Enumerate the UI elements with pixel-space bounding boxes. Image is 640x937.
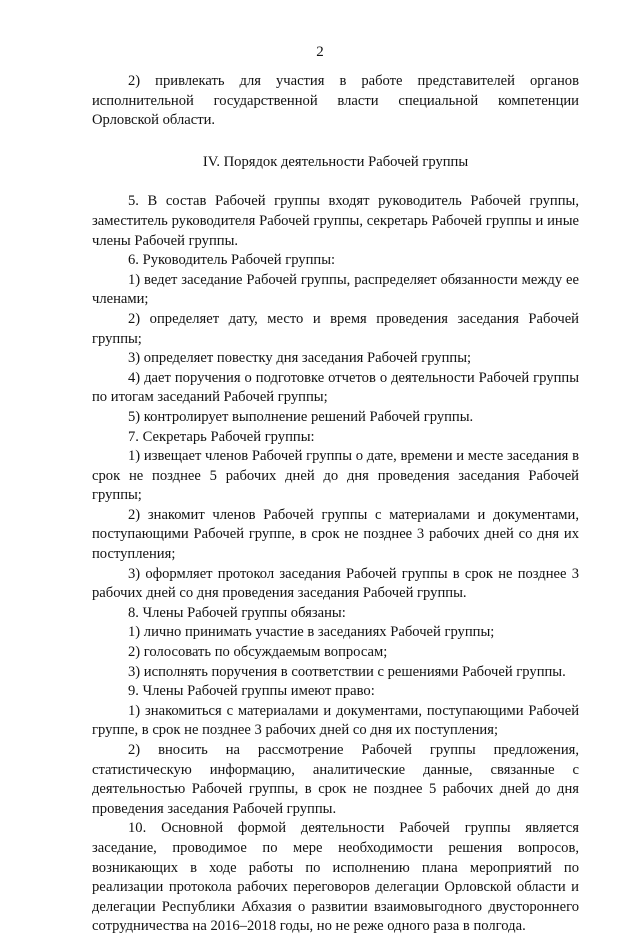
- paragraph: 5) контролирует выполнение решений Рабочей группы.: [128, 408, 474, 425]
- paragraph: 3) оформляет протокол заседания Рабочей группы в срок не позднее 3 рабочих дней со дня проведения заседания Рабочей группы.: [92, 565, 579, 602]
- paragraph: 9. Члены Рабочей группы имеют право:: [128, 683, 375, 700]
- paragraph: 1) лично принимать участие в заседаниях Рабочей группы;: [128, 624, 495, 641]
- paragraph: 3) определяет повестку дня заседания Рабочей группы;: [128, 350, 472, 367]
- paragraph: 2) определяет дату, место и время проведения заседания Рабочей группы;: [92, 310, 579, 347]
- paragraph: 8. Члены Рабочей группы обязаны:: [128, 604, 346, 621]
- paragraph: 10. Основной формой деятельности Рабочей группы является заседание, проводимое по мере необходимости решения вопросов, возникающих в ходе работы по исполнению плана мероприятий по реализации протокола рабочих переговоров делегации Орловской области и делегации Республики Абхазия о развитии взаимовыгодного двустороннего сотрудничества на 2016–2018 годы, но не реже одного раза в полгода.: [92, 820, 579, 935]
- paragraph: 2) вносить на рассмотрение Рабочей группы предложения, статистическую информацию, аналитические данные, связанные с деятельностью Рабочей группы, в срок не позднее 5 рабочих дней до дня проведения заседания Рабочей группы.: [92, 742, 579, 817]
- paragraph-list: [92, 192, 579, 937]
- paragraph: 3) исполнять поручения в соответствии с решениями Рабочей группы.: [128, 663, 566, 680]
- paragraph: 2) голосовать по обсуждаемым вопросам;: [128, 644, 388, 661]
- paragraph: 5. В состав Рабочей группы входят руководитель Рабочей группы, заместитель руководителя Рабочей группы, секретарь Рабочей группы и иные члены Рабочей группы.: [92, 193, 579, 249]
- paragraph: 7. Секретарь Рабочей группы:: [128, 428, 315, 445]
- intro-paragraph: 2) привлекать для участия в работе представителей органов исполнительной государственной власти специальной компетенции Орловской области.: [92, 73, 579, 129]
- paragraph: 1) извещает членов Рабочей группы о дате, времени и месте заседания в срок не позднее 5 рабочих дней до дня проведения заседания Рабочей группы;: [92, 448, 579, 504]
- section-heading: IV. Порядок деятельности Рабочей группы: [202, 153, 469, 170]
- paragraph: 6. Руководитель Рабочей группы:: [128, 252, 336, 269]
- paragraph: 2) знакомит членов Рабочей группы с материалами и документами, поступающими Рабочей группе, в срок не позднее 3 рабочих дней со дня их поступления;: [92, 506, 579, 563]
- document-body: [92, 72, 579, 937]
- page-number: 2: [316, 44, 324, 60]
- paragraph: 1) знакомиться с материалами и документами, поступающими Рабочей группе, в срок не позднее 3 рабочих дней со дня их поступления;: [92, 702, 579, 739]
- paragraph: 1) ведет заседание Рабочей группы, распределяет обязанности между ее членами;: [92, 271, 579, 308]
- paragraph: 4) дает поручения о подготовке отчетов о деятельности Рабочей группы по итогам заседаний Рабочей группы;: [92, 369, 579, 406]
